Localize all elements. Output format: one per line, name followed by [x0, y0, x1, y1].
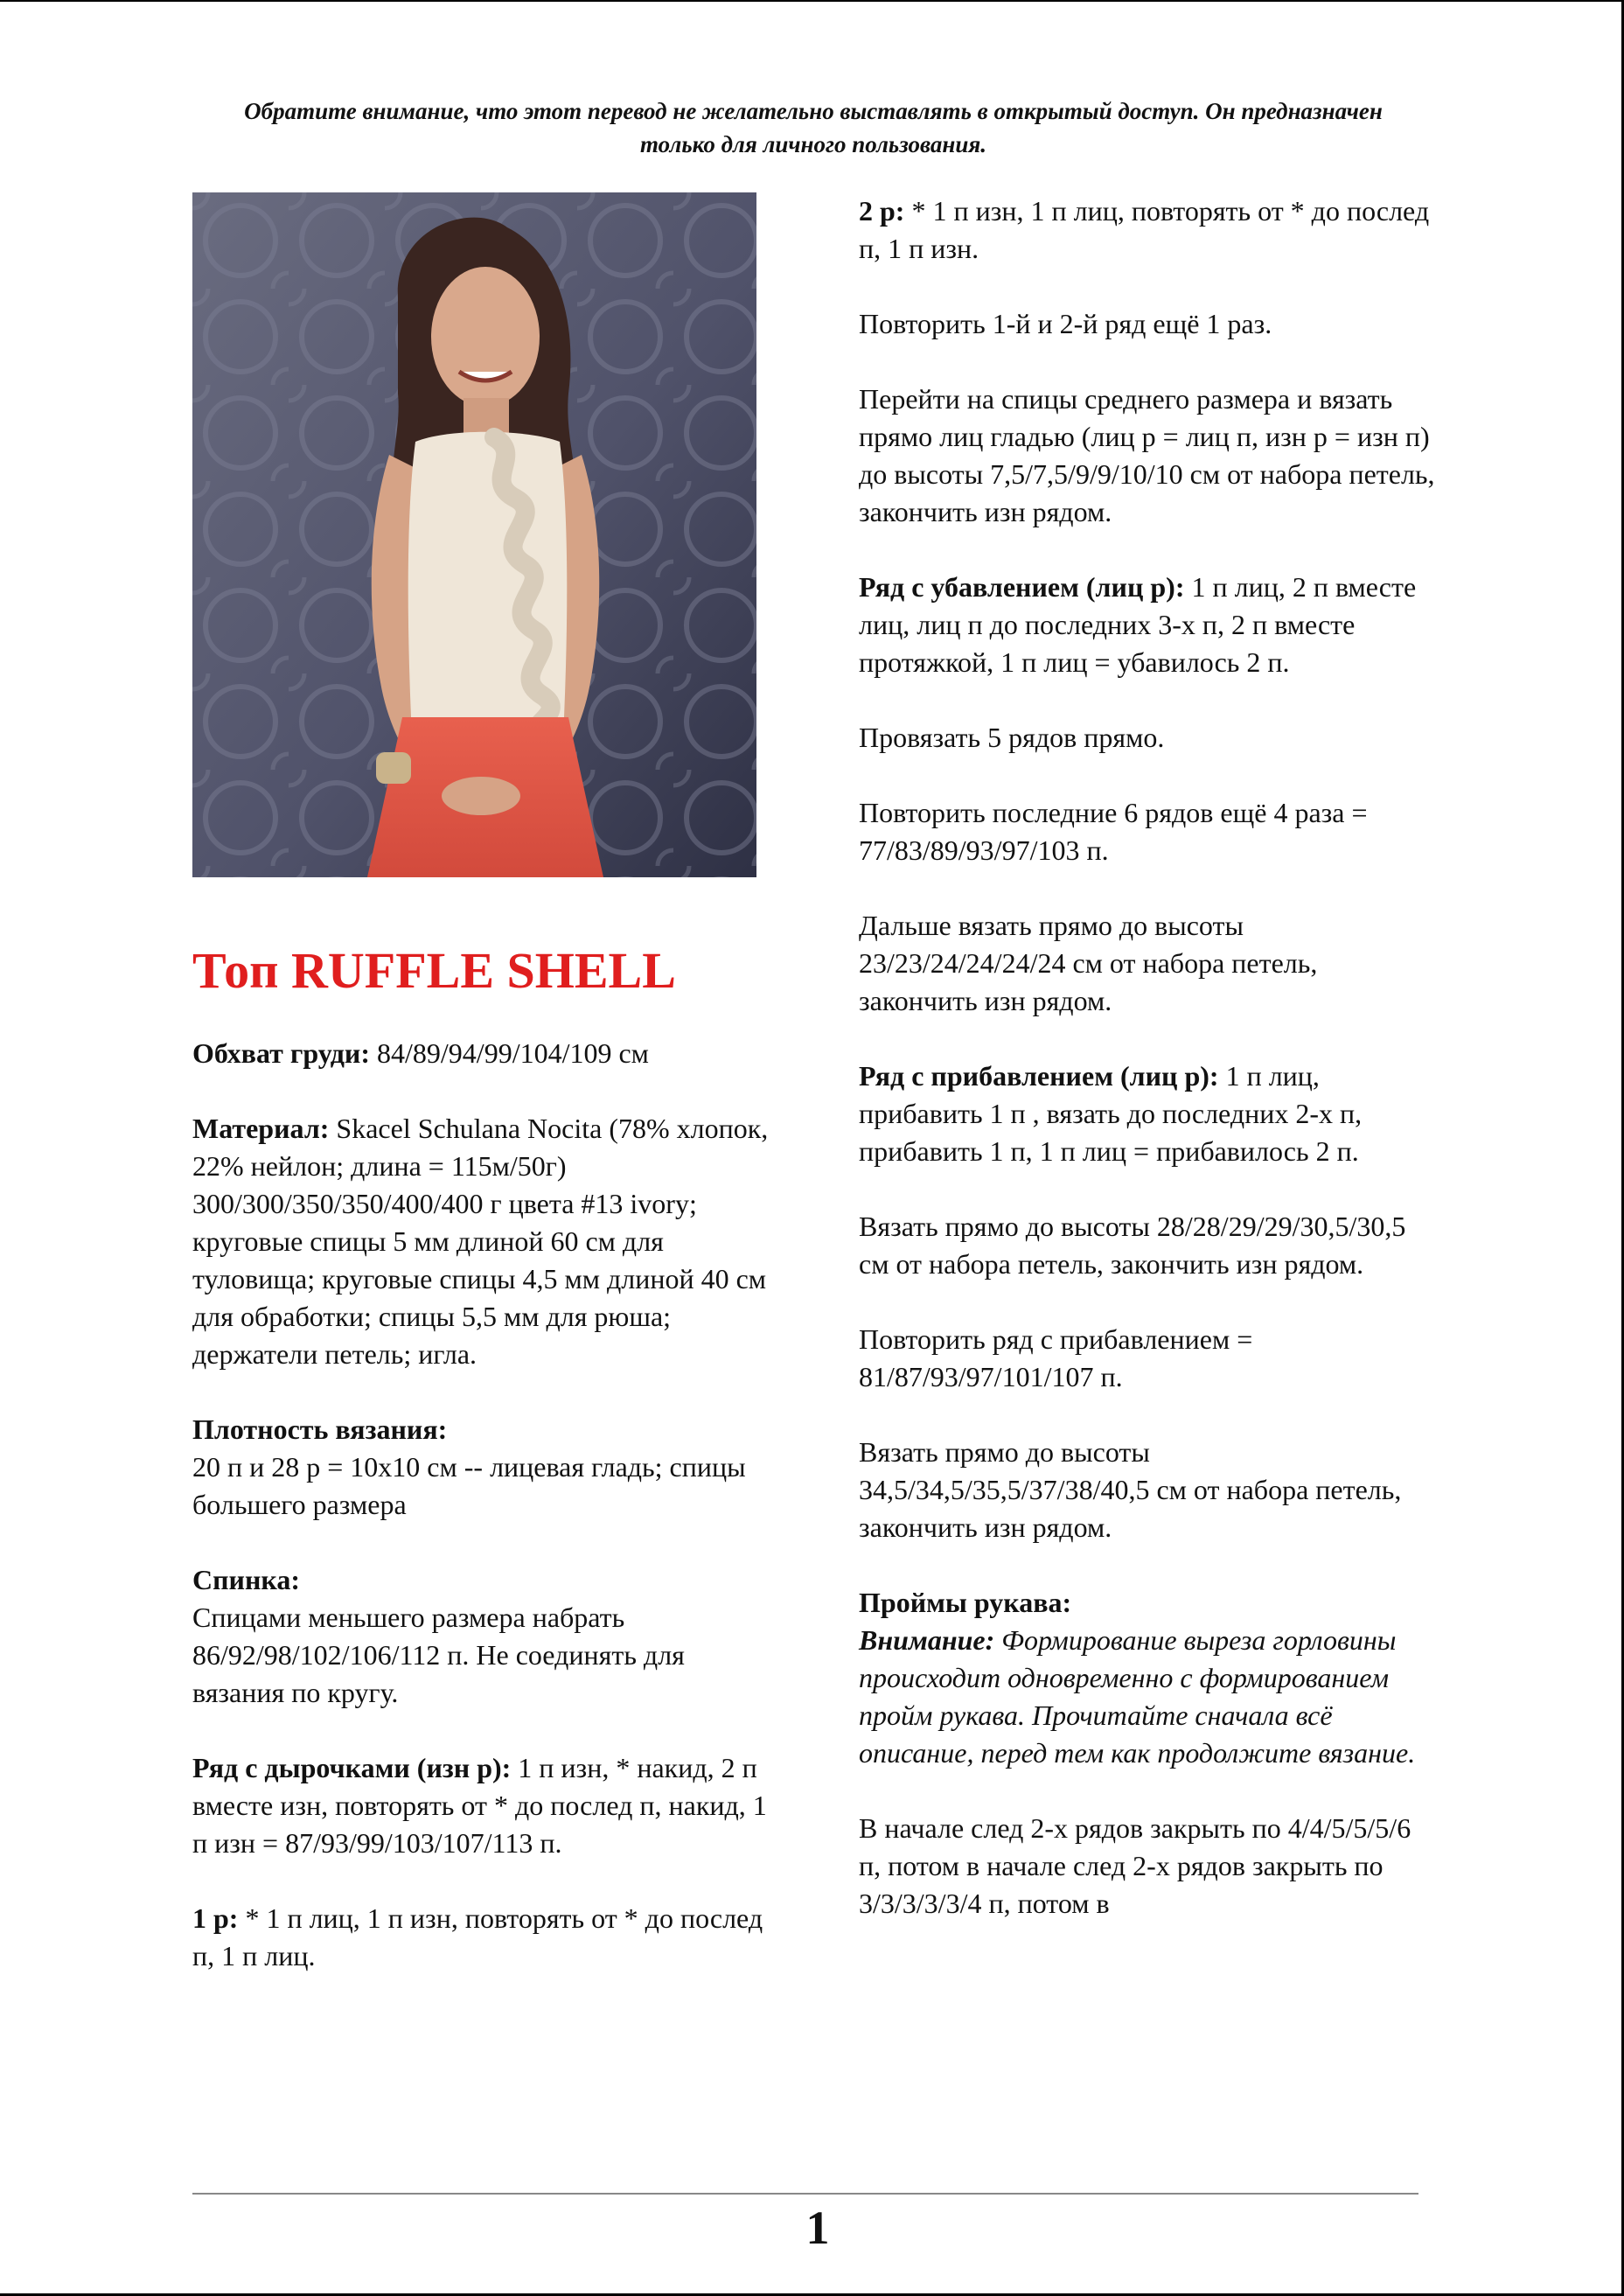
straight1-paragraph: Дальше вязать прямо до высоты 23/23/24/24/24/24 см от набора петель, закончить изн рядом. — [859, 910, 1318, 1016]
repeat-rows-paragraph: Повторить 1-й и 2-й ряд ещё 1 раз. — [859, 308, 1272, 339]
model-photo — [192, 192, 756, 877]
eyelet-row-label: Ряд с дырочками (изн р): — [192, 1752, 512, 1783]
left-column — [192, 940, 770, 2013]
straight2-paragraph: Вязать прямо до высоты 28/28/29/29/30,5/30,5 см от набора петель, закончить изн рядом. — [859, 1211, 1406, 1280]
gauge-paragraph — [192, 1411, 770, 1524]
row2-label: 2 р: — [859, 195, 905, 227]
page-number: 1 — [805, 2202, 830, 2254]
notice-text: Обратите внимание, что этот перевод не желательно выставлять в открытый доступ. Он предназначен только для личного пользования. — [244, 98, 1383, 157]
back-paragraph — [192, 1561, 770, 1712]
right-column — [859, 192, 1436, 1960]
row2-value: * 1 п изн, 1 п лиц, повторять от * до послед п, 1 п изн. — [859, 195, 1430, 264]
bust-label: Обхват груди: — [192, 1037, 371, 1069]
armholes-paragraph — [859, 1584, 1436, 1772]
pattern-title: Топ RUFFLE SHELL — [192, 942, 676, 999]
repeat6-paragraph: Повторить последние 6 рядов ещё 4 раза = 77/83/89/93/97/103 п. — [859, 797, 1368, 866]
increase-row-paragraph — [859, 1057, 1436, 1170]
back-label: Спинка: — [192, 1564, 301, 1595]
back-value: Спицами меньшего размера набрать 86/92/98/102/106/112 п. Не соединять для вязания по кругу. — [192, 1602, 685, 1708]
eyelet-row-value: 1 п изн, * накид, 2 п вместе изн, повторять от * до послед п, накид, 1 п изн = 87/93/99/103/107/113 п. — [192, 1752, 767, 1859]
attention-label: Внимание: — [859, 1624, 995, 1656]
row1-paragraph — [192, 1900, 770, 1975]
gauge-label: Плотность вязания: — [192, 1413, 448, 1445]
switch-needles-paragraph: Перейти на спицы среднего размера и вязать прямо лиц гладью (лиц р = лиц п, изн р = изн п) до высоты 7,5/7,5/9/9/10/10 см от набора петель, закончить изн рядом. — [859, 383, 1435, 527]
bust-value: 84/89/94/99/104/109 см — [370, 1037, 649, 1069]
eyelet-row-paragraph — [192, 1749, 770, 1862]
bust-paragraph — [192, 1035, 770, 1072]
decrease-row-value: 1 п лиц, 2 п вместе лиц, лиц п до последних 3-х п, 2 п вместе протяжкой, 1 п лиц = убавилось 2 п. — [859, 571, 1417, 678]
increase-row-value: 1 п лиц, прибавить 1 п , вязать до последних 2-х п, прибавить 1 п, 1 п лиц = прибавилось 2 п. — [859, 1060, 1363, 1167]
armholes-label: Проймы рукава: — [859, 1587, 1072, 1618]
gauge-value: 20 п и 28 р = 10х10 см -- лицевая гладь; спицы большего размера — [192, 1451, 746, 1520]
attention-block — [859, 1624, 1415, 1769]
row1-value: * 1 п лиц, 1 п изн, повторять от * до послед п, 1 п лиц. — [192, 1902, 763, 1971]
material-label: Материал: — [192, 1113, 330, 1144]
straight3-paragraph: Вязать прямо до высоты 34,5/34,5/35,5/37/38/40,5 см от набора петель, закончить изн рядом. — [859, 1436, 1402, 1543]
row1-label: 1 р: — [192, 1902, 239, 1934]
material-paragraph — [192, 1110, 770, 1373]
knit5-paragraph: Провязать 5 рядов прямо. — [859, 722, 1165, 753]
decrease-row-paragraph — [859, 569, 1436, 681]
material-value: Skacel Schulana Nocita (78% хлопок, 22% нейлон; длина = 115м/50г) 300/300/350/350/400/400 г цвета #13 ivory; круговые спицы 5 мм длиной 60 см для туловища; круговые спицы 4,5 мм длиной 40 см для обработки; спицы 5,5 мм для рюша; держатели петель; игла. — [192, 1113, 769, 1370]
decrease-row-label: Ряд с убавлением (лиц р): — [859, 571, 1185, 603]
attention-value: Формирование выреза горловины происходит одновременно с формированием пройм рукава. Прочитайте сначала всё описание, перед тем как продолжите вязание. — [859, 1624, 1416, 1769]
increase-row-label: Ряд с прибавлением (лиц р): — [859, 1060, 1219, 1092]
bind-off-paragraph: В начале след 2-х рядов закрыть по 4/4/5/5/5/6 п, потом в начале след 2-х рядов закрыть по 3/3/3/3/3/4 п, потом в — [859, 1812, 1411, 1919]
footer-divider — [192, 2193, 1418, 2195]
row2-paragraph — [859, 192, 1436, 268]
repeat-increase-paragraph: Повторить ряд с прибавлением = 81/87/93/97/101/107 п. — [859, 1323, 1253, 1392]
